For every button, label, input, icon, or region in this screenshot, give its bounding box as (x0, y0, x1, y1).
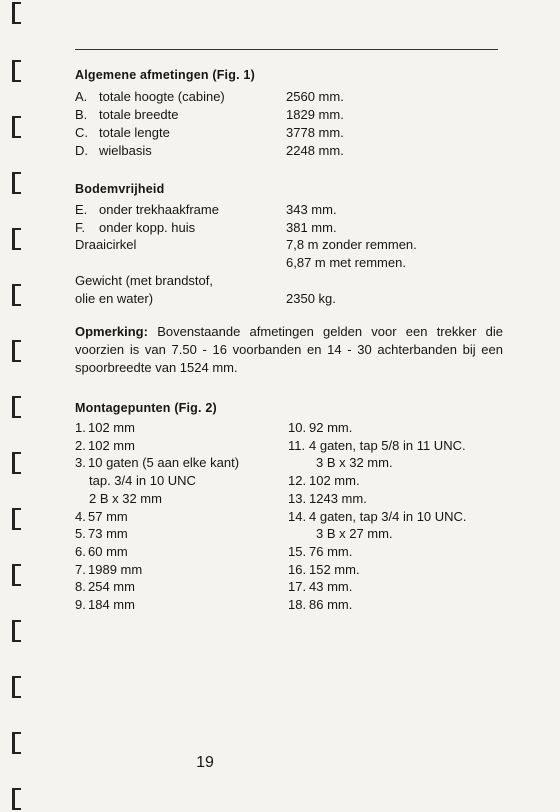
mounting-point-item (75, 596, 135, 614)
mounting-point-text: 3 B x 27 mm. (316, 526, 393, 542)
dimension-row (75, 124, 505, 142)
mounting-point-item (75, 578, 135, 596)
binding-mark (12, 452, 21, 474)
mounting-point-number: 7. (75, 561, 86, 577)
mounting-point-number: 10. (288, 420, 307, 435)
mounting-point-item (288, 578, 352, 596)
mounting-point-text: 1243 mm. (309, 490, 367, 506)
mounting-point-number: 12. (288, 473, 307, 489)
dimension-row (75, 142, 505, 160)
mounting-point-number: 16. (288, 561, 307, 577)
mounting-point-number: 15. (288, 543, 307, 559)
dimension-description: onder trekhaakframe (99, 202, 219, 217)
mounting-point-number: 11. (288, 437, 306, 453)
mounting-point-text: 102 mm. (309, 473, 360, 489)
turning-circle-row (75, 236, 505, 254)
binding-mark (12, 732, 21, 754)
binding-mark (12, 396, 21, 418)
mounting-point-text: 86 mm. (309, 597, 353, 612)
mounting-point-item (75, 561, 142, 579)
binding-mark (12, 116, 21, 138)
mounting-point-text: 2 B x 32 mm (89, 490, 162, 506)
mounting-point-item (75, 525, 128, 543)
mounting-point-item (75, 454, 239, 472)
binding-mark (12, 340, 21, 362)
page-number: 19 (196, 754, 214, 771)
dimension-row (75, 88, 505, 106)
dimension-description: totale lengte (99, 125, 170, 140)
dimension-value: 2248 mm. (286, 143, 344, 158)
mounting-point-item (75, 508, 128, 526)
turning-circle-row-2 (75, 254, 505, 272)
remark-paragraph (75, 323, 503, 377)
turning-circle-label: Draaicirkel (75, 237, 137, 252)
mounting-point-number: 13. (288, 490, 307, 506)
dimension-letter: F. (75, 220, 86, 235)
dimension-value: 3778 mm. (286, 125, 344, 140)
dimension-letter: E. (75, 202, 88, 217)
binding-mark (12, 284, 21, 306)
spiral-binding (0, 0, 30, 812)
mounting-point-text: 73 mm (88, 526, 128, 542)
dimension-description: wielbasis (99, 143, 152, 158)
mounting-point-number: 3. (75, 455, 86, 471)
mounting-point-text: 43 mm. (309, 579, 353, 595)
mounting-point-text: 1989 mm (88, 561, 143, 577)
turning-circle-value-1: 7,8 m zonder remmen. (286, 237, 417, 252)
dimension-value: 381 mm. (286, 220, 337, 235)
dimension-value: 2560 mm. (286, 89, 344, 104)
mounting-point-item (288, 419, 352, 437)
mounting-point-text: 4 gaten, tap 5/8 in 11 UNC. (309, 437, 466, 453)
binding-mark (12, 228, 21, 250)
mounting-point-item (288, 490, 367, 508)
mounting-point-text: 76 mm. (309, 543, 353, 559)
mounting-point-item (75, 419, 135, 437)
mounting-point-item (288, 472, 360, 490)
mounting-point-text: 10 gaten (5 aan elke kant) (88, 455, 240, 471)
mounting-point-number: 4. (75, 508, 86, 524)
remark-text: Bovenstaande afmetingen gelden voor een trekker die voorzien is van 7.50 - 16 voorbanden en 14 - 30 achterbanden bij een spoorbreedte van 1524 mm. (75, 324, 503, 375)
dimension-row (75, 219, 505, 237)
heading-mounting-points: Montagepunten (Fig. 2) (75, 401, 217, 415)
mounting-point-number: 2. (75, 437, 86, 453)
dimension-value: 1829 mm. (286, 107, 344, 122)
binding-mark (12, 172, 21, 194)
mounting-point-text: 184 mm (88, 597, 135, 612)
remark-label: Opmerking: (75, 324, 148, 339)
dimension-description: totale breedte (99, 107, 179, 122)
mounting-point-number: 5. (75, 526, 86, 542)
mounting-point-text: 60 mm (88, 543, 128, 559)
mounting-point-number: 14. (288, 508, 307, 524)
dimension-letter: C. (75, 125, 88, 140)
mounting-point-item (288, 596, 352, 614)
heading-dimensions: Algemene afmetingen (Fig. 1) (75, 68, 255, 82)
weight-row-2 (75, 290, 505, 308)
mounting-point-number: 6. (75, 543, 86, 559)
dimension-letter: B. (75, 107, 88, 122)
binding-mark (12, 508, 21, 530)
mounting-point-text: 3 B x 32 mm. (316, 455, 393, 471)
binding-mark (12, 60, 21, 82)
weight-label-line-2: olie en water) (75, 291, 154, 306)
mounting-point-item (288, 525, 393, 543)
mounting-point-number: 1. (75, 420, 86, 435)
mounting-point-number: 8. (75, 579, 86, 595)
mounting-point-number: 18. (288, 597, 307, 612)
dimension-letter: A. (75, 89, 88, 104)
mounting-point-item (288, 561, 360, 579)
binding-mark (12, 620, 21, 642)
mounting-point-text: 102 mm (88, 437, 135, 453)
dimension-row (75, 106, 505, 124)
mounting-point-item (75, 472, 196, 490)
dimension-description: onder kopp. huis (99, 220, 196, 235)
mounting-point-text: 92 mm. (309, 420, 353, 435)
mounting-point-text: 4 gaten, tap 3/4 in 10 UNC. (309, 508, 467, 524)
mounting-point-item (288, 508, 467, 526)
mounting-point-item (288, 437, 466, 455)
mounting-point-text: 152 mm. (309, 561, 360, 577)
mounting-point-text: 57 mm (88, 508, 128, 524)
binding-mark (12, 2, 21, 24)
weight-label-line-1: Gewicht (met brandstof, (75, 273, 213, 288)
weight-row (75, 272, 505, 290)
mounting-point-item (288, 543, 352, 561)
mounting-point-item (75, 543, 128, 561)
top-rule (75, 49, 498, 50)
binding-mark (12, 788, 21, 810)
mounting-point-number: 9. (75, 597, 86, 612)
weight-value: 2350 kg. (286, 291, 336, 306)
dimension-description: totale hoogte (cabine) (99, 89, 225, 104)
binding-mark (12, 564, 21, 586)
mounting-point-item (75, 490, 162, 508)
mounting-point-text: tap. 3/4 in 10 UNC (89, 473, 196, 489)
turning-circle-value-2: 6,87 m met remmen. (286, 255, 406, 270)
dimension-row (75, 201, 505, 219)
mounting-point-text: 254 mm (88, 579, 135, 595)
dimension-value: 343 mm. (286, 202, 337, 217)
binding-mark (12, 676, 21, 698)
dimension-letter: D. (75, 143, 88, 158)
mounting-point-number: 17. (288, 579, 307, 595)
mounting-point-text: 102 mm (88, 420, 135, 435)
mounting-point-item (288, 454, 393, 472)
heading-ground-clearance: Bodemvrijheid (75, 182, 165, 196)
mounting-point-item (75, 437, 135, 455)
